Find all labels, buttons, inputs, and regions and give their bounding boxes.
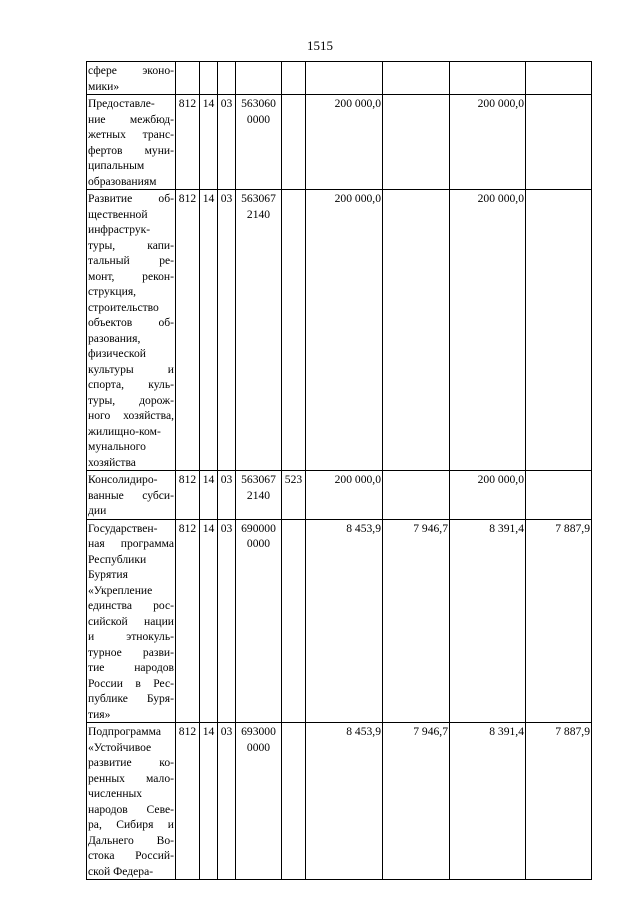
row-name-line: развитие ко- (88, 756, 174, 769)
amount-cell-1: 200 000,0 (306, 190, 383, 471)
amount-cell-1: 200 000,0 (306, 471, 383, 520)
row-name-line: сфере эконо- (88, 64, 174, 77)
section-code-cell (200, 62, 218, 95)
budget-table (86, 61, 592, 880)
expense-type-cell (282, 519, 306, 723)
row-name-line: ная программа (88, 537, 174, 550)
amount-cell-3 (450, 62, 526, 95)
amount-cell-1 (306, 62, 383, 95)
target-article-part: 693000 (241, 725, 276, 738)
row-name-line: разования, (88, 331, 141, 345)
amount-cell-3: 200 000,0 (450, 190, 526, 471)
expense-type-cell (282, 723, 306, 880)
target-article-cell (236, 723, 282, 880)
row-name-line: единства рос- (88, 599, 174, 612)
row-name-line: тие народов (88, 661, 174, 674)
table-row (87, 471, 592, 520)
row-name-line: численных (88, 787, 143, 800)
ved-code-cell: 812 (176, 723, 200, 880)
row-name-line: струкция, (88, 285, 137, 298)
target-article-part: 0000 (246, 537, 271, 550)
ved-code-cell: 812 (176, 471, 200, 520)
target-article-cell (236, 62, 282, 95)
row-name-line: инфраструк- (88, 223, 151, 236)
row-name-line: щественной (88, 207, 148, 221)
row-name-cell (87, 723, 176, 880)
row-name-line: Предоставле- (88, 97, 155, 110)
ved-code-cell: 812 (176, 95, 200, 190)
row-name-line: ние межбюд- (88, 112, 174, 126)
row-name-line: туры, капи- (88, 238, 174, 252)
subsection-code-cell: 03 (218, 471, 236, 520)
amount-cell-2 (383, 95, 450, 190)
row-name-line: мунального (88, 440, 146, 453)
target-article-part: 563067 (241, 473, 276, 486)
ved-code-cell: 812 (176, 519, 200, 723)
expense-type-cell (282, 190, 306, 471)
row-name-line: туры, дорож- (88, 393, 174, 407)
row-name-line: культуры и (88, 362, 174, 376)
amount-cell-4 (526, 471, 592, 520)
expense-type-cell: 523 (282, 471, 306, 520)
amount-cell-2 (383, 62, 450, 95)
amount-cell-3: 8 391,4 (450, 519, 526, 723)
table-row (87, 95, 592, 190)
row-name-line: «Укрепление (88, 583, 153, 597)
amount-cell-4 (526, 190, 592, 471)
section-code-cell: 14 (200, 723, 218, 880)
amount-cell-1: 8 453,9 (306, 519, 383, 723)
target-article-cell (236, 190, 282, 471)
subsection-code-cell (218, 62, 236, 95)
row-name-cell (87, 519, 176, 723)
row-name-line: тия» (88, 707, 111, 721)
target-article-part: 690000 (241, 521, 276, 535)
row-name-line: Бурятия (88, 568, 128, 581)
row-name-line: ра, Сибиря и (88, 818, 174, 831)
amount-cell-4 (526, 95, 592, 190)
target-article-cell (236, 95, 282, 190)
amount-cell-2 (383, 471, 450, 520)
row-name-line: жилищно-ком- (88, 424, 161, 438)
row-name-line: мики» (88, 79, 120, 93)
row-name-line: публике Буря- (88, 692, 174, 705)
page-number: 1515 (307, 38, 333, 53)
ved-code-cell (176, 62, 200, 95)
table-row (87, 62, 592, 95)
row-name-line: фертов муни- (88, 143, 174, 157)
row-name-line: и этнокуль- (88, 630, 174, 643)
target-article-part: 0000 (246, 112, 271, 126)
row-name-line: ской Федера- (88, 864, 154, 878)
subsection-code-cell: 03 (218, 95, 236, 190)
amount-cell-1: 8 453,9 (306, 723, 383, 880)
row-name-line: Консолидиро- (88, 473, 158, 486)
row-name-line: объектов об- (88, 316, 174, 329)
row-name-line: хозяйства (88, 455, 136, 469)
target-article-part: 2140 (246, 207, 271, 221)
row-name-line: ванные субси- (88, 488, 174, 502)
target-article-part: 563060 (241, 97, 276, 110)
row-name-line: физической (88, 347, 146, 360)
row-name-line: Республики (88, 552, 147, 566)
row-name-line: Развитие об- (88, 192, 174, 205)
row-name-line: ренных мало- (88, 771, 174, 785)
table-row (87, 723, 592, 880)
row-name-line: ного хозяйства, (88, 409, 174, 422)
row-name-line: жетных транс- (88, 128, 174, 141)
subsection-code-cell: 03 (218, 723, 236, 880)
amount-cell-2 (383, 190, 450, 471)
row-name-line: стока Россий- (88, 849, 174, 862)
row-name-cell (87, 95, 176, 190)
amount-cell-4: 7 887,9 (526, 723, 592, 880)
row-name-line: народов Севе- (88, 802, 174, 816)
row-name-line: спорта, куль- (88, 378, 174, 391)
row-name-line: дии (88, 504, 107, 517)
row-name-line: сийской нации (88, 614, 174, 628)
amount-cell-4 (526, 62, 592, 95)
row-name-line: строительство (88, 300, 159, 314)
table-row (87, 519, 592, 723)
amount-cell-3: 8 391,4 (450, 723, 526, 880)
ved-code-cell: 812 (176, 190, 200, 471)
row-name-line: ципальным (88, 159, 145, 172)
row-name-line: тальный ре- (88, 254, 174, 267)
target-article-part: 563067 (241, 192, 276, 205)
row-name-cell (87, 471, 176, 520)
row-name-line: Подпрограмма (88, 725, 161, 738)
row-name-line: Государствен- (88, 521, 158, 535)
target-article-cell (236, 471, 282, 520)
expense-type-cell (282, 62, 306, 95)
expense-type-cell (282, 95, 306, 190)
target-article-part: 0000 (246, 740, 271, 754)
target-article-cell (236, 519, 282, 723)
row-name-line: монт, рекон- (88, 269, 174, 283)
row-name-line: образованиям (88, 174, 157, 188)
amount-cell-2: 7 946,7 (383, 519, 450, 723)
amount-cell-2: 7 946,7 (383, 723, 450, 880)
target-article-part: 2140 (246, 488, 271, 502)
section-code-cell: 14 (200, 471, 218, 520)
section-code-cell: 14 (200, 95, 218, 190)
row-name-cell (87, 62, 176, 95)
subsection-code-cell: 03 (218, 190, 236, 471)
amount-cell-3: 200 000,0 (450, 95, 526, 190)
row-name-cell (87, 190, 176, 471)
row-name-line: Дальнего Во- (88, 833, 174, 847)
table-row (87, 190, 592, 471)
amount-cell-1: 200 000,0 (306, 95, 383, 190)
row-name-line: турное разви- (88, 645, 174, 659)
table-body (87, 62, 592, 880)
row-name-line: «Устойчивое (88, 740, 152, 754)
subsection-code-cell: 03 (218, 519, 236, 723)
section-code-cell: 14 (200, 190, 218, 471)
amount-cell-3: 200 000,0 (450, 471, 526, 520)
row-name-line: России в Рес- (88, 676, 174, 690)
section-code-cell: 14 (200, 519, 218, 723)
amount-cell-4: 7 887,9 (526, 519, 592, 723)
